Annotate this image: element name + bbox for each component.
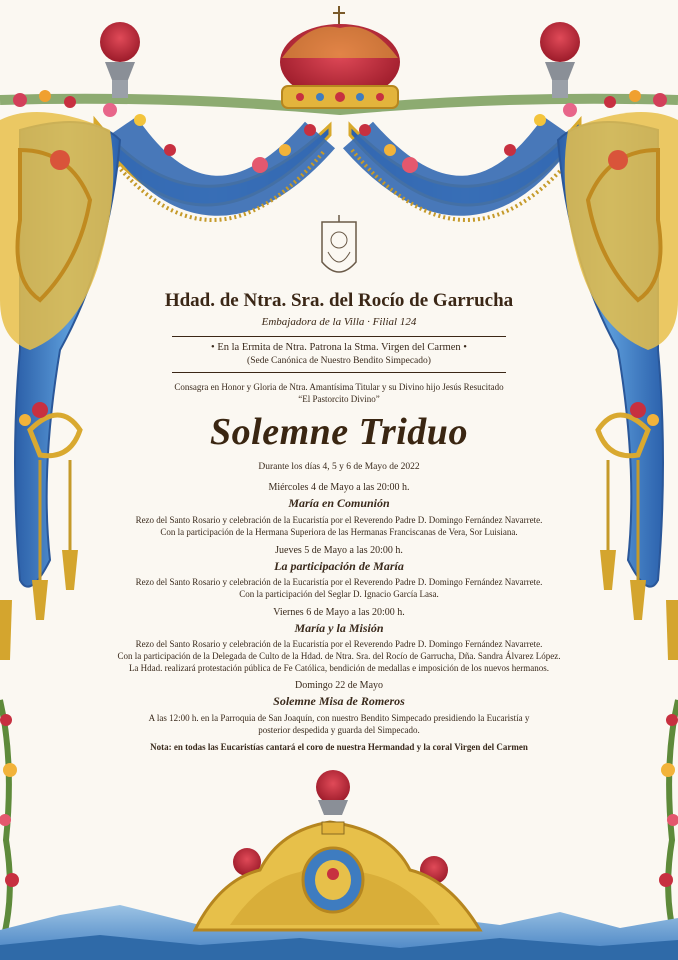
event-1-line-2: Con la participación de la Hermana Superiora de las Hermanas Franciscanas de Vera, Sor Luisiana. [160, 527, 518, 537]
event-3-line-3: La Hdad. realizará protestación pública de Fe Católica, bendición de medallas e imposición de los nuevos hermanos. [128, 663, 550, 673]
location-line: • En la Ermita de Ntra. Patrona la Stma. Virgen del Carmen • [211, 342, 467, 353]
event-3-date: Viernes 6 de Mayo a las 20:00 h. [273, 607, 405, 618]
event-4-line-1: A las 12:00 h. en la Parroquia de San Joaquín, con nuestro Bendito Simpecado presidiendo la Eucaristía y [148, 713, 530, 723]
divider-bottom [172, 372, 506, 373]
event-4-title: Solemne Misa de Romeros [273, 694, 405, 708]
event-2-title: La participación de María [274, 559, 404, 573]
event-1-title: María en Comunión [288, 496, 390, 510]
event-2-line-2: Con la participación del Seglar D. Ignacio García Lasa. [239, 589, 439, 599]
curtain-valance [95, 120, 580, 220]
left-urn [100, 22, 140, 98]
event-3-line-2: Con la participación de la Delegada de Culto de la Hdad. de Ntra. Sra. del Rocío de Garrucha, Dña. Sandra Álvarez López. [117, 651, 561, 661]
simpecado-icon [195, 770, 480, 930]
divider-top [172, 336, 506, 337]
dedication-line-1: Consagra en Honor y Gloria de Ntra. Amantísima Titular y su Divino hijo Jesús Resucitado [174, 382, 504, 392]
closing-note: Nota: en todas las Eucaristías cantará el coro de nuestra Hermandad y la coral Virgen del Carmen [150, 742, 528, 752]
event-2-line-1: Rezo del Santo Rosario y celebración de la Eucaristía por el Reverendo Padre D. Domingo Fernández Navarrete. [135, 577, 543, 587]
event-4-line-2: posterior despedida y guarda del Simpecado. [258, 725, 420, 735]
brotherhood-subtitle: Embajadora de la Villa · Filial 124 [261, 316, 417, 328]
brotherhood-title: Hdad. de Ntra. Sra. del Rocío de Garrucha [164, 290, 514, 311]
event-1-line-1: Rezo del Santo Rosario y celebración de la Eucaristía por el Reverendo Padre D. Domingo Fernández Navarrete. [135, 515, 543, 525]
event-1-date: Miércoles 4 de Mayo a las 20:00 h. [268, 482, 410, 493]
dedication-line-2: “El Pastorcito Divino” [298, 394, 380, 404]
event-3-line-1: Rezo del Santo Rosario y celebración de la Eucaristía por el Reverendo Padre D. Domingo Fernández Navarrete. [135, 639, 543, 649]
event-4-date: Domingo 22 de Mayo [294, 680, 384, 691]
dates-line: Durante los días 4, 5 y 6 de Mayo de 2022 [258, 462, 420, 472]
right-urn [540, 22, 580, 98]
location-note: (Sede Canónica de Nuestro Bendito Simpecado) [247, 356, 431, 366]
event-3-title: María y la Misión [294, 621, 384, 635]
brotherhood-seal-icon [322, 215, 356, 272]
crown-icon [280, 6, 400, 108]
event-2-date: Jueves 5 de Mayo a las 20:00 h. [275, 545, 403, 556]
main-title: Solemne Triduo [210, 411, 468, 453]
